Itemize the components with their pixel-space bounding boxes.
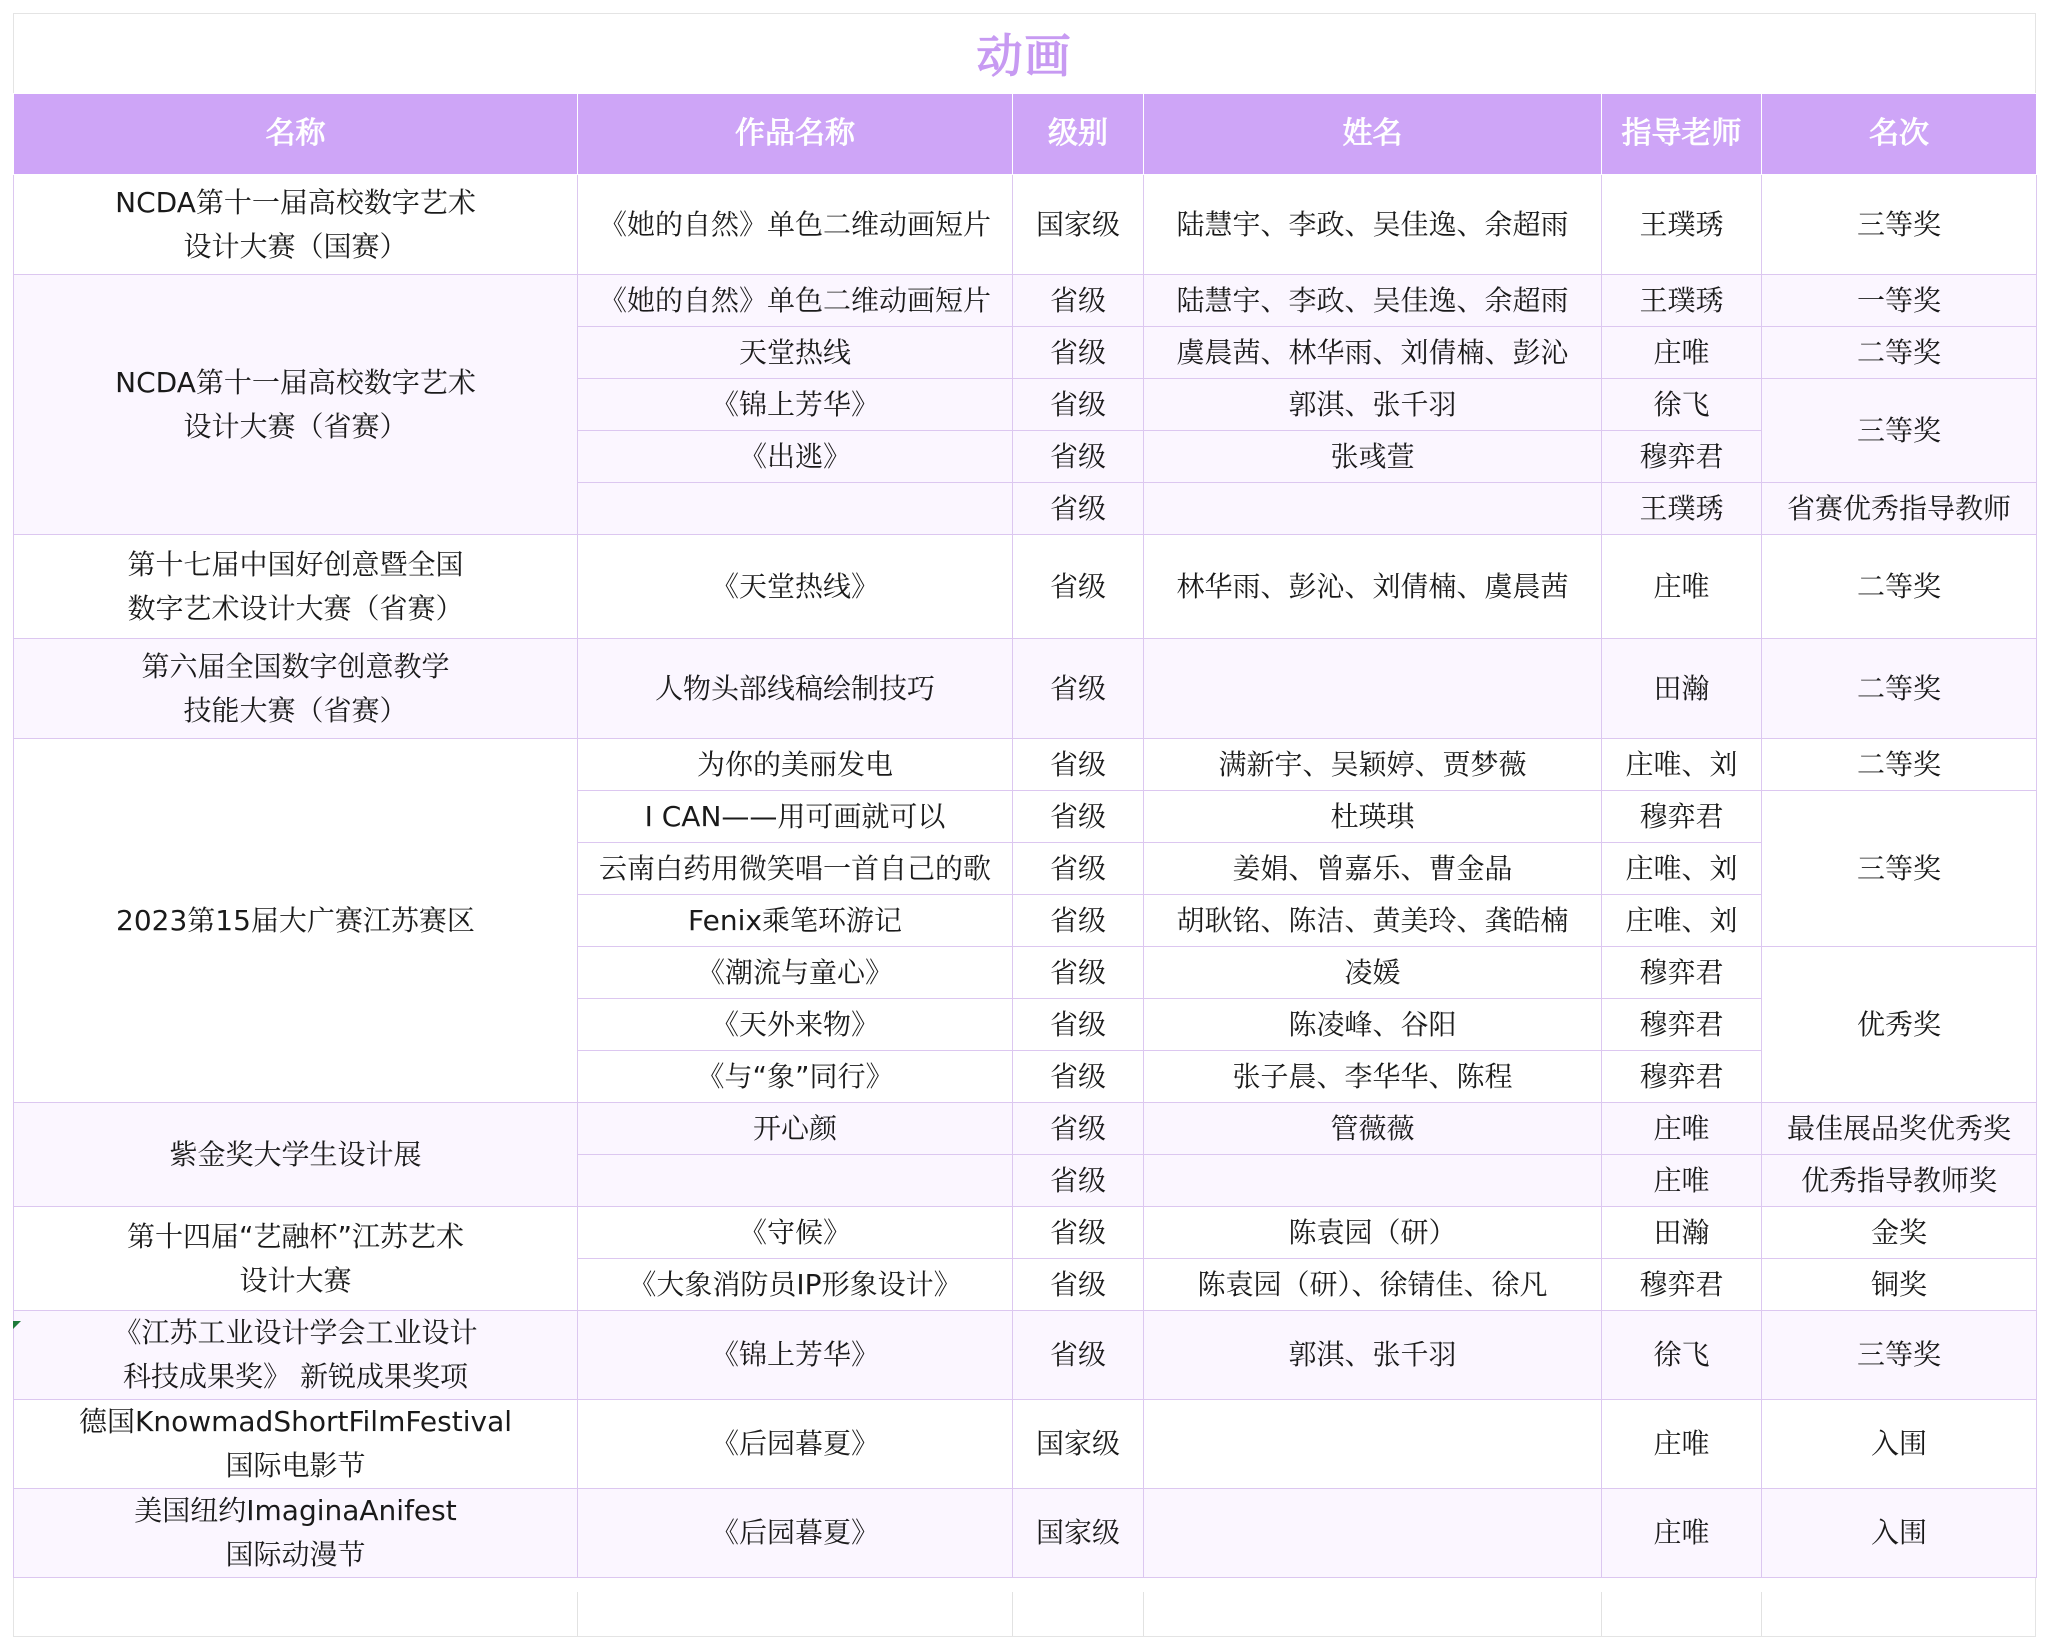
- table-row: [14, 1207, 2037, 1259]
- table-row: [14, 739, 2037, 791]
- header-level: 级别: [1013, 94, 1144, 175]
- level-cell: 省级: [1013, 1207, 1144, 1259]
- competition-line: NCDA第十一届高校数字艺术: [115, 185, 476, 219]
- work-cell: 《她的自然》单色二维动画短片: [578, 275, 1013, 327]
- competition-line: 设计大赛: [239, 1263, 352, 1297]
- empty-spreadsheet-row: [13, 1592, 2036, 1636]
- names-cell: 凌媛: [1144, 947, 1602, 999]
- teacher-cell: 王璞琇: [1602, 275, 1762, 327]
- rank-cell: 三等奖: [1762, 379, 2037, 483]
- names-cell: 陆慧宇、李政、吴佳逸、余超雨: [1144, 175, 1602, 275]
- names-cell: 陆慧宇、李政、吴佳逸、余超雨: [1144, 275, 1602, 327]
- level-cell: 省级: [1013, 535, 1144, 639]
- names-cell: 张彧萱: [1144, 431, 1602, 483]
- level-cell: 省级: [1013, 327, 1144, 379]
- rank-cell: 金奖: [1762, 1207, 2037, 1259]
- names-cell: 郭淇、张千羽: [1144, 1311, 1602, 1400]
- rank-cell: 入围: [1762, 1400, 2037, 1489]
- work-cell: 《守候》: [578, 1207, 1013, 1259]
- competition-cell: [14, 639, 578, 739]
- rank-cell: 铜奖: [1762, 1259, 2037, 1311]
- work-cell: 《天堂热线》: [578, 535, 1013, 639]
- competition-line: 国际电影节: [225, 1449, 366, 1482]
- column-divider: [1601, 1592, 1602, 1636]
- teacher-cell: 穆弈君: [1602, 947, 1762, 999]
- header-work: 作品名称: [578, 94, 1013, 175]
- work-cell: 《与“象”同行》: [578, 1051, 1013, 1103]
- competition-cell: [14, 535, 578, 639]
- rank-cell: 二等奖: [1762, 639, 2037, 739]
- level-cell: 省级: [1013, 275, 1144, 327]
- teacher-cell: 田瀚: [1602, 1207, 1762, 1259]
- teacher-cell: 穆弈君: [1602, 1051, 1762, 1103]
- level-cell: 国家级: [1013, 1400, 1144, 1489]
- level-cell: 省级: [1013, 1103, 1144, 1155]
- competition-line: 第六届全国数字创意教学: [141, 649, 450, 683]
- teacher-cell: 王璞琇: [1602, 175, 1762, 275]
- competition-cell: [14, 1400, 578, 1489]
- competition-line: 《江苏工业设计学会工业设计: [113, 1316, 478, 1349]
- names-cell: 胡耿铭、陈洁、黄美玲、龚皓楠: [1144, 895, 1602, 947]
- awards-table: [13, 93, 2037, 1578]
- rank-cell: 二等奖: [1762, 739, 2037, 791]
- header-competition: 名称: [14, 94, 578, 175]
- work-cell: 《天外来物》: [578, 999, 1013, 1051]
- names-cell: 陈袁园（研）、徐锖佳、徐凡: [1144, 1259, 1602, 1311]
- level-cell: 国家级: [1013, 175, 1144, 275]
- level-cell: 省级: [1013, 431, 1144, 483]
- competition-line: 第十七届中国好创意暨全国: [127, 547, 464, 581]
- teacher-cell: 庄唯: [1602, 1103, 1762, 1155]
- teacher-cell: 穆弈君: [1602, 431, 1762, 483]
- rank-cell: 一等奖: [1762, 275, 2037, 327]
- work-cell: [578, 483, 1013, 535]
- competition-cell: [14, 1311, 578, 1400]
- work-cell: 《锦上芳华》: [578, 1311, 1013, 1400]
- names-cell: [1144, 483, 1602, 535]
- names-cell: 满新宇、吴颖婷、贾梦薇: [1144, 739, 1602, 791]
- header-rank: 名次: [1762, 94, 2037, 175]
- rank-cell: 三等奖: [1762, 791, 2037, 947]
- work-cell: 云南白药用微笑唱一首自己的歌: [578, 843, 1013, 895]
- competition-line: 设计大赛（国赛）: [183, 229, 408, 263]
- names-cell: 管薇薇: [1144, 1103, 1602, 1155]
- competition-line: 国际动漫节: [225, 1538, 366, 1571]
- names-cell: [1144, 1155, 1602, 1207]
- teacher-cell: 庄唯、刘: [1602, 739, 1762, 791]
- rank-cell: 优秀奖: [1762, 947, 2037, 1103]
- teacher-cell: 庄唯、刘: [1602, 895, 1762, 947]
- teacher-cell: 庄唯、刘: [1602, 843, 1762, 895]
- teacher-cell: 王璞琇: [1602, 483, 1762, 535]
- competition-line: 技能大赛（省赛）: [183, 693, 408, 727]
- work-cell: I CAN——用可画就可以: [578, 791, 1013, 843]
- table-row: [14, 275, 2037, 327]
- names-cell: 姜娟、曾嘉乐、曹金晶: [1144, 843, 1602, 895]
- competition-line: 美国纽约ImaginaAnifest: [134, 1494, 457, 1527]
- competition-line: 第十四届“艺融杯”江苏艺术: [126, 1219, 464, 1253]
- work-cell: 天堂热线: [578, 327, 1013, 379]
- teacher-cell: 庄唯: [1602, 327, 1762, 379]
- level-cell: 省级: [1013, 1155, 1144, 1207]
- table-row: [14, 535, 2037, 639]
- teacher-cell: 穆弈君: [1602, 791, 1762, 843]
- page-title: 动画: [976, 29, 1073, 83]
- level-cell: 省级: [1013, 791, 1144, 843]
- level-cell: 省级: [1013, 999, 1144, 1051]
- work-cell: 为你的美丽发电: [578, 739, 1013, 791]
- work-cell: 《出逃》: [578, 431, 1013, 483]
- header-names: 姓名: [1144, 94, 1602, 175]
- level-cell: 省级: [1013, 1259, 1144, 1311]
- table-row: [14, 639, 2037, 739]
- column-divider: [577, 1592, 578, 1636]
- level-cell: 省级: [1013, 483, 1144, 535]
- level-cell: 省级: [1013, 947, 1144, 999]
- header-teacher: 指导老师: [1602, 94, 1762, 175]
- level-cell: 省级: [1013, 739, 1144, 791]
- work-cell: 《锦上芳华》: [578, 379, 1013, 431]
- column-divider: [1012, 1592, 1013, 1636]
- names-cell: 杜瑛琪: [1144, 791, 1602, 843]
- work-cell: 《后园暮夏》: [578, 1489, 1013, 1578]
- rank-cell: 二等奖: [1762, 327, 2037, 379]
- work-cell: Fenix乘笔环游记: [578, 895, 1013, 947]
- rank-cell: 二等奖: [1762, 535, 2037, 639]
- table-row: [14, 1103, 2037, 1155]
- teacher-cell: 庄唯: [1602, 1155, 1762, 1207]
- teacher-cell: 田瀚: [1602, 639, 1762, 739]
- competition-cell: 紫金奖大学生设计展: [14, 1103, 578, 1207]
- work-cell: 人物头部线稿绘制技巧: [578, 639, 1013, 739]
- work-cell: 《大象消防员IP形象设计》: [578, 1259, 1013, 1311]
- level-cell: 省级: [1013, 1051, 1144, 1103]
- rank-cell: 省赛优秀指导教师: [1762, 483, 2037, 535]
- teacher-cell: 庄唯: [1602, 1489, 1762, 1578]
- competition-cell: [14, 275, 578, 535]
- level-cell: 省级: [1013, 639, 1144, 739]
- work-cell: [578, 1155, 1013, 1207]
- teacher-cell: 穆弈君: [1602, 1259, 1762, 1311]
- teacher-cell: 徐飞: [1602, 379, 1762, 431]
- competition-cell: [14, 175, 578, 275]
- rank-cell: 优秀指导教师奖: [1762, 1155, 2037, 1207]
- names-cell: 郭淇、张千羽: [1144, 379, 1602, 431]
- names-cell: 陈凌峰、谷阳: [1144, 999, 1602, 1051]
- work-cell: 开心颜: [578, 1103, 1013, 1155]
- column-divider: [1761, 1592, 1762, 1636]
- teacher-cell: 穆弈君: [1602, 999, 1762, 1051]
- level-cell: 省级: [1013, 895, 1144, 947]
- competition-cell: [14, 1489, 578, 1578]
- work-cell: 《她的自然》单色二维动画短片: [578, 175, 1013, 275]
- names-cell: 林华雨、彭沁、刘倩楠、虞晨茜: [1144, 535, 1602, 639]
- rank-cell: 最佳展品奖优秀奖: [1762, 1103, 2037, 1155]
- names-cell: [1144, 1489, 1602, 1578]
- competition-line: 设计大赛（省赛）: [183, 409, 408, 443]
- competition-cell: 2023第15届大广赛江苏赛区: [14, 739, 578, 1103]
- level-cell: 省级: [1013, 1311, 1144, 1400]
- table-row: [14, 1489, 2037, 1578]
- names-cell: [1144, 639, 1602, 739]
- table-row: [14, 175, 2037, 275]
- level-cell: 省级: [1013, 379, 1144, 431]
- cell-comment-marker: [13, 1321, 21, 1329]
- rank-cell: 入围: [1762, 1489, 2037, 1578]
- competition-line: NCDA第十一届高校数字艺术: [115, 365, 476, 399]
- competition-cell: [14, 1207, 578, 1311]
- teacher-cell: 庄唯: [1602, 1400, 1762, 1489]
- header-row: [14, 94, 2037, 175]
- names-cell: 虞晨茜、林华雨、刘倩楠、彭沁: [1144, 327, 1602, 379]
- competition-line: 德国KnowmadShortFilmFestival: [78, 1405, 513, 1438]
- work-cell: 《后园暮夏》: [578, 1400, 1013, 1489]
- rank-cell: 三等奖: [1762, 1311, 2037, 1400]
- level-cell: 省级: [1013, 843, 1144, 895]
- rank-cell: 三等奖: [1762, 175, 2037, 275]
- competition-line: 科技成果奖》 新锐成果奖项: [123, 1360, 468, 1393]
- teacher-cell: 徐飞: [1602, 1311, 1762, 1400]
- column-divider: [1143, 1592, 1144, 1636]
- table-row: [14, 1400, 2037, 1489]
- table-row: [14, 1311, 2037, 1400]
- level-cell: 国家级: [1013, 1489, 1144, 1578]
- work-cell: 《潮流与童心》: [578, 947, 1013, 999]
- teacher-cell: 庄唯: [1602, 535, 1762, 639]
- names-cell: [1144, 1400, 1602, 1489]
- names-cell: 张子晨、李华华、陈程: [1144, 1051, 1602, 1103]
- names-cell: 陈袁园（研）: [1144, 1207, 1602, 1259]
- competition-line: 数字艺术设计大赛（省赛）: [127, 591, 464, 625]
